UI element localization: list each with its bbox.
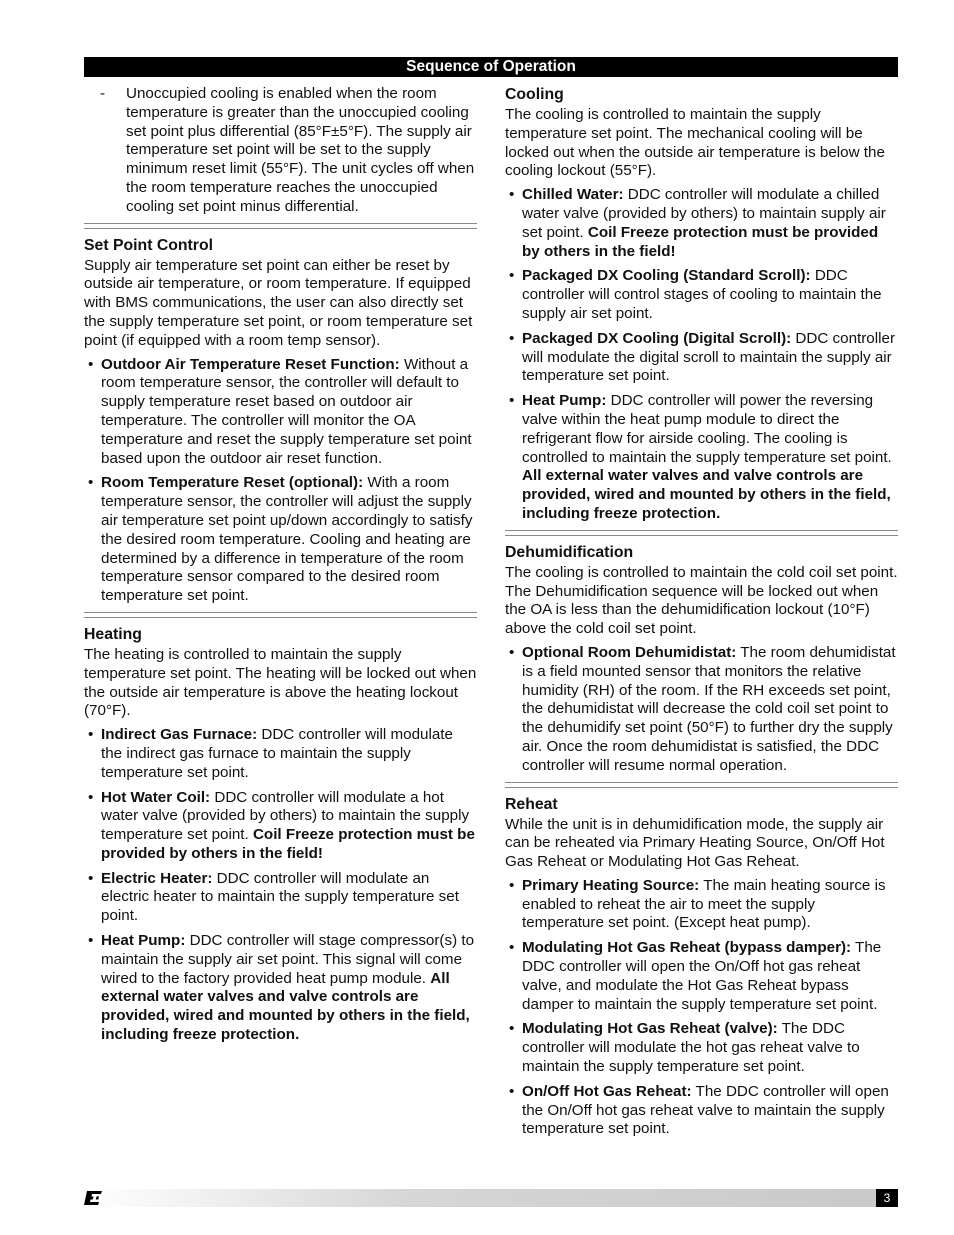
list-item bbox=[505, 186, 898, 261]
item-text: DDC controller will modulate an electric heater to maintain the supply temperature set point. bbox=[101, 869, 459, 925]
right-column bbox=[505, 85, 898, 1145]
item-text: DDC controller will modulate the indirect gas furnace to maintain the supply temperature set point. bbox=[101, 726, 453, 781]
set-point-intro: Supply air temperature set point can either be reset by outside air temperature, or room temperature. If equipped with BMS communications, the user can also directly set the supply temperature set point, or room temperature set point (if equipped with a room temp sensor). bbox=[84, 256, 473, 349]
unoccupied-cooling-text: Unoccupied cooling is enabled when the room temperature is greater than the unoccupied cooling set point plus differential (85°F±5°F). The supply air temperature set point will be set to the supply minimum reset limit (55°F). The unit cycles off when the room temperature reaches the unoccupied cooling set point minus differential. bbox=[126, 85, 475, 215]
dash-marker: - bbox=[100, 85, 106, 102]
item-lead: Packaged DX Cooling (Standard Scroll): bbox=[522, 267, 811, 285]
section-divider bbox=[84, 223, 477, 229]
item-text: The DDC controller will modulate the hot gas reheat valve to maintain the supply temperature set point. bbox=[522, 1020, 860, 1076]
list-item bbox=[84, 789, 477, 864]
list-item bbox=[505, 877, 898, 933]
list-item bbox=[505, 392, 898, 524]
heating-heading: Heating bbox=[84, 625, 142, 643]
item-text: With a room temperature sensor, the controller will adjust the supply air temperature set point up/down accordingly to satisfy the desired room temperature. Cooling and heating are determined by a difference in temperature of the room temperature sensor compared to the desired room temperature set point. bbox=[101, 474, 473, 605]
item-warning: Coil Freeze protection must be provided by others in the field! bbox=[522, 223, 879, 260]
list-item bbox=[84, 474, 477, 606]
item-text: DDC controller will modulate a hot water valve (provided by others) to maintain the supply temperature set point. bbox=[101, 788, 470, 844]
cooling-heading: Cooling bbox=[505, 86, 564, 103]
item-lead: Room Temperature Reset (optional): bbox=[101, 474, 364, 492]
item-lead: Hot Water Coil: bbox=[101, 788, 211, 806]
list-item bbox=[84, 932, 477, 1045]
set-point-list bbox=[84, 356, 477, 606]
item-lead: Packaged DX Cooling (Digital Scroll): bbox=[522, 329, 792, 347]
list-item bbox=[505, 330, 898, 386]
list-item bbox=[84, 870, 477, 926]
cooling-list bbox=[505, 186, 898, 524]
list-item bbox=[505, 644, 898, 776]
reheat-intro: While the unit is in dehumidification mode, the supply air can be reheated via Primary Heating Source, On/Off Hot Gas Reheat or Modulating Hot Gas Reheat. bbox=[505, 815, 885, 871]
item-text: DDC controller will control stages of cooling to maintain the supply air set point. bbox=[522, 267, 882, 322]
brand-logo-icon bbox=[84, 1190, 103, 1206]
dehumidification-heading: Dehumidification bbox=[505, 543, 634, 561]
item-lead: Optional Room Dehumidistat: bbox=[522, 643, 737, 661]
item-warning: All external water valves and valve controls are provided, wired and mounted by others in the field, including freeze protection. bbox=[101, 969, 470, 1044]
section-divider bbox=[505, 782, 898, 788]
item-text: The DDC controller will open the On/Off hot gas reheat valve to maintain the supply temperature set point. bbox=[522, 1082, 889, 1138]
section-header-bar bbox=[84, 57, 898, 77]
reheat-heading: Reheat bbox=[505, 795, 558, 813]
list-item bbox=[505, 939, 898, 1014]
heating-list bbox=[84, 726, 477, 1045]
list-item bbox=[505, 1083, 898, 1139]
section-title: Sequence of Operation bbox=[406, 58, 576, 75]
item-lead: On/Off Hot Gas Reheat: bbox=[522, 1082, 692, 1100]
item-text: Without a room temperature sensor, the controller will default to supply temperature reset based on outdoor air temperature. The controller will monitor the OA temperature and reset the supply temperature set point based upon the outdoor air reset function. bbox=[101, 355, 472, 467]
reheat-list bbox=[505, 877, 898, 1139]
section-divider bbox=[84, 612, 477, 618]
item-text: The DDC controller will open the On/Off hot gas reheat valve, and modulate the Hot Gas Reheat bypass damper to maintain the supply temperature set point. bbox=[522, 939, 882, 1013]
list-item bbox=[505, 1020, 898, 1076]
dehumidification-intro: The cooling is controlled to maintain the cold coil set point. The Dehumidification sequence will be locked out when the OA is less than the dehumidification lockout (10°F) above the cold coil set point. bbox=[505, 563, 898, 638]
item-lead: Heat Pump: bbox=[101, 932, 186, 950]
unoccupied-cooling-item bbox=[84, 85, 477, 217]
item-lead: Heat Pump: bbox=[522, 392, 607, 410]
item-lead: Primary Heating Source: bbox=[522, 876, 700, 894]
list-item bbox=[84, 356, 477, 469]
item-warning: Coil Freeze protection must be provided by others in the field! bbox=[101, 826, 475, 862]
item-text: The room dehumidistat is a field mounted sensor that monitors the relative humidity (RH) of the room. If the RH exceeds set point, the dehumidistat will decrease the cold coil set point to the dehumidify set point (50°F) to further dry the supply air. Once the room dehumidistat is satisfied, the DDC controller will resume normal operation. bbox=[522, 643, 896, 774]
item-lead: Modulating Hot Gas Reheat (valve): bbox=[522, 1020, 778, 1038]
page-number: 3 bbox=[876, 1189, 898, 1207]
item-text: DDC controller will power the reversing valve within the heat pump module to direct the refrigerant flow for airside cooling. The cooling is controlled to maintain the supply temperature set point. bbox=[522, 392, 892, 466]
item-lead: Indirect Gas Furnace: bbox=[101, 726, 258, 744]
list-item bbox=[84, 726, 477, 782]
dehumidification-list bbox=[505, 644, 898, 776]
heating-intro: The heating is controlled to maintain the supply temperature set point. The heating will be locked out when the outside air temperature is above the heating lockout (70°F). bbox=[84, 645, 477, 720]
left-column bbox=[84, 85, 477, 1051]
item-lead: Modulating Hot Gas Reheat (bypass damper): bbox=[522, 939, 852, 957]
cooling-intro: The cooling is controlled to maintain the supply temperature set point. The mechanical cooling will be locked out when the outside air temperature is below the cooling lockout (55°F). bbox=[505, 106, 885, 180]
set-point-heading: Set Point Control bbox=[84, 236, 213, 254]
section-divider bbox=[505, 530, 898, 536]
item-lead: Chilled Water: bbox=[522, 186, 624, 204]
list-item bbox=[505, 267, 898, 323]
footer-bar bbox=[84, 1189, 898, 1207]
item-text: DDC controller will stage compressor(s) to maintain the supply air set point. This signal will come wired to the factory provided heat pump module. bbox=[101, 932, 475, 987]
item-lead: Outdoor Air Temperature Reset Function: bbox=[101, 355, 400, 373]
item-text: DDC controller will modulate a chilled water valve (provided by others) to maintain supply air set point. bbox=[522, 186, 886, 241]
item-warning: All external water valves and valve controls are provided, wired and mounted by others in the field, including freeze protection. bbox=[522, 467, 891, 522]
item-text: DDC controller will modulate the digital scroll to maintain the supply air temperature set point. bbox=[522, 329, 896, 385]
item-text: The main heating source is enabled to reheat the air to meet the supply temperature set point. (Except heat pump). bbox=[522, 876, 886, 932]
item-lead: Electric Heater: bbox=[101, 869, 213, 887]
